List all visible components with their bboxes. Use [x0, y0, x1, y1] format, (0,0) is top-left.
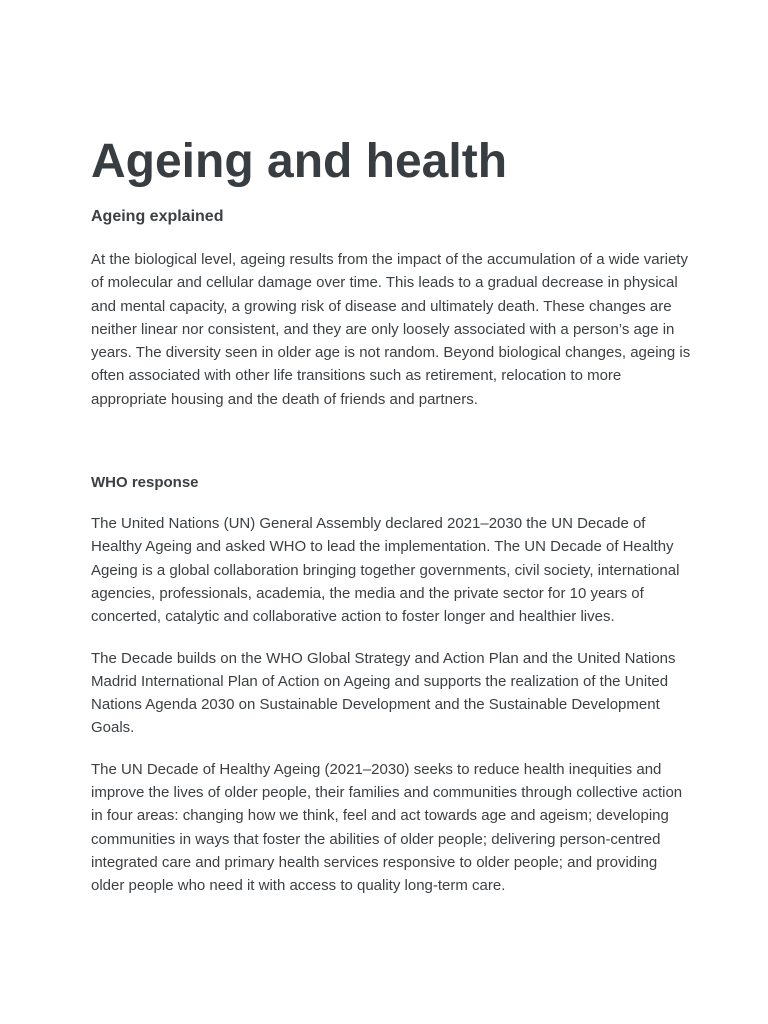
article-body	[91, 134, 691, 898]
section-heading-who-response: WHO response	[91, 474, 199, 492]
section-subtitle: Ageing explained	[91, 208, 224, 225]
paragraph-decade-areas: The UN Decade of Healthy Ageing (2021–2030) seeks to reduce health inequities and improve the lives of older people, their families and communities through collective action in four areas: changing how we think, feel and act towards age and ageism; developing communities in ways that foster the abilities of older people; delivering person-centred integrated care and primary health services responsive to older people; and providing older people who need it with access to quality long-term care.	[91, 760, 683, 895]
paragraph-ageing-explained: At the biological level, ageing results from the impact of the accumulation of a wide variety of molecular and cellular damage over time. This leads to a gradual decrease in physical and mental capacity, a growing risk of disease and ultimately death. These changes are neither linear nor consistent, and they are only loosely associated with a person’s age in years. The diversity seen in older age is not random. Beyond biological changes, ageing is often associated with other life transitions such as retirement, relocation to more appropriate housing and the death of friends and partners.	[91, 251, 691, 408]
page-title: Ageing and health	[91, 135, 508, 188]
paragraph-un-decade: The United Nations (UN) General Assembly declared 2021–2030 the UN Decade of Healthy Ageing and asked WHO to lead the implementation. The UN Decade of Healthy Ageing is a global collaboration bringing together governments, civil society, international agencies, professionals, academia, the media and the private sector for 10 years of concerted, catalytic and collaborative action to foster longer and healthier lives.	[91, 515, 680, 626]
paragraph-decade-builds: The Decade builds on the WHO Global Strategy and Action Plan and the United Nations Madrid International Plan of Action on Ageing and supports the realization of the United Nations Agenda 2030 on Sustainable Development and the Sustainable Development Goals.	[91, 649, 676, 737]
